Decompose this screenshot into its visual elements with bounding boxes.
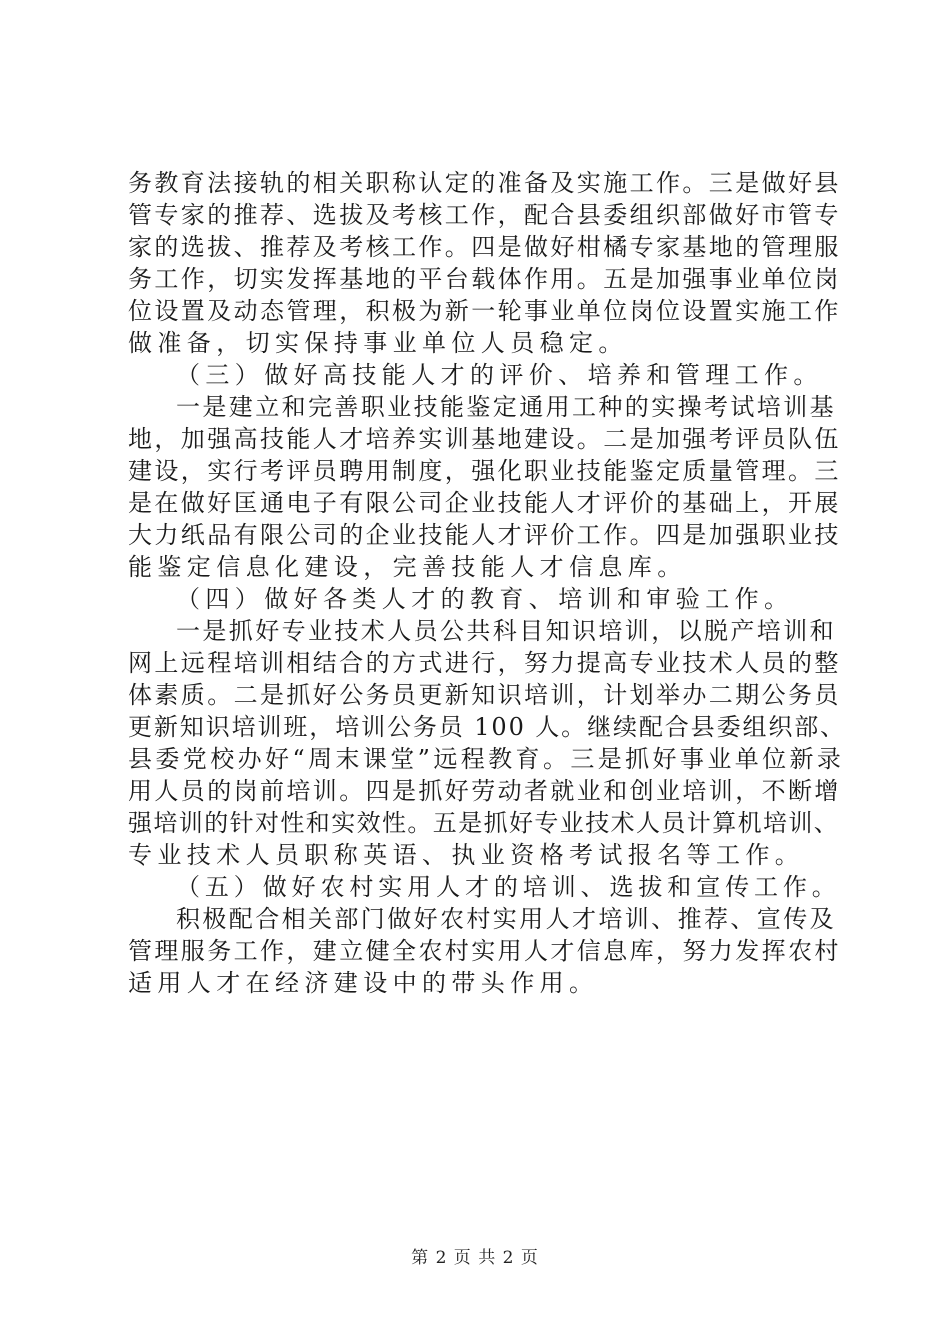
section-heading-5: （五）做好农村实用人才的培训、选拔和宣传工作。 [176,873,841,901]
body-line: 一是抓好专业技术人员公共科目知识培训，以脱产培训和 [176,617,836,645]
body-line: 务工作，切实发挥基地的平台载体作用。五是加强事业单位岗 [128,265,841,293]
body-line: 强培训的针对性和实效性。五是抓好专业技术人员计算机培训、 [128,809,840,837]
body-line: 地，加强高技能人才培养实训基地建设。二是加强考评员队伍 [128,425,841,453]
body-line: 体素质。二是抓好公务员更新知识培训，计划举办二期公务员 [128,681,841,709]
body-line: 用人员的岗前培训。四是抓好劳动者就业和创业培训，不断增 [128,777,841,805]
body-line: 一是建立和完善职业技能鉴定通用工种的实操考试培训基 [176,393,836,421]
body-line: 务教育法接轨的相关职称认定的准备及实施工作。三是做好县 [128,169,841,197]
body-line: 位设置及动态管理，积极为新一轮事业单位岗位设置实施工作 [128,297,841,325]
page-number-footer: 第 2 页 共 2 页 [411,1248,539,1268]
body-line: 专业技术人员职称英语、执业资格考试报名等工作。 [128,841,805,869]
body-line: 网上远程培训相结合的方式进行，努力提高专业技术人员的整 [128,649,841,677]
body-line: 县委党校办好“周末课堂”远程教育。三是抓好事业单位新录 [128,745,845,773]
body-line: 大力纸品有限公司的企业技能人才评价工作。四是加强职业技 [128,521,841,549]
section-heading-3: （三）做好高技能人才的评价、培养和管理工作。 [176,361,823,389]
body-line: 家的选拔、推荐及考核工作。四是做好柑橘专家基地的管理服 [128,233,841,261]
body-line: 是在做好匡通电子有限公司企业技能人才评价的基础上，开展 [128,489,841,517]
body-line: 建设，实行考评员聘用制度，强化职业技能鉴定质量管理。三 [128,457,841,485]
body-line: 适用人才在经济建设中的带头作用。 [128,969,599,997]
section-heading-4: （四）做好各类人才的教育、培训和审验工作。 [176,585,794,613]
body-line: 管理服务工作，建立健全农村实用人才信息库，努力发挥农村 [128,937,841,965]
body-line: 能鉴定信息化建设，完善技能人才信息库。 [128,553,687,581]
body-line: 更新知识培训班，培训公务员 100 人。继续配合县委组织部、 [128,713,847,741]
body-line: 做准备，切实保持事业单位人员稳定。 [128,329,628,357]
body-line: 积极配合相关部门做好农村实用人才培训、推荐、宣传及 [176,905,836,933]
body-line: 管专家的推荐、选拔及考核工作，配合县委组织部做好市管专 [128,201,841,229]
document-body [128,167,848,999]
